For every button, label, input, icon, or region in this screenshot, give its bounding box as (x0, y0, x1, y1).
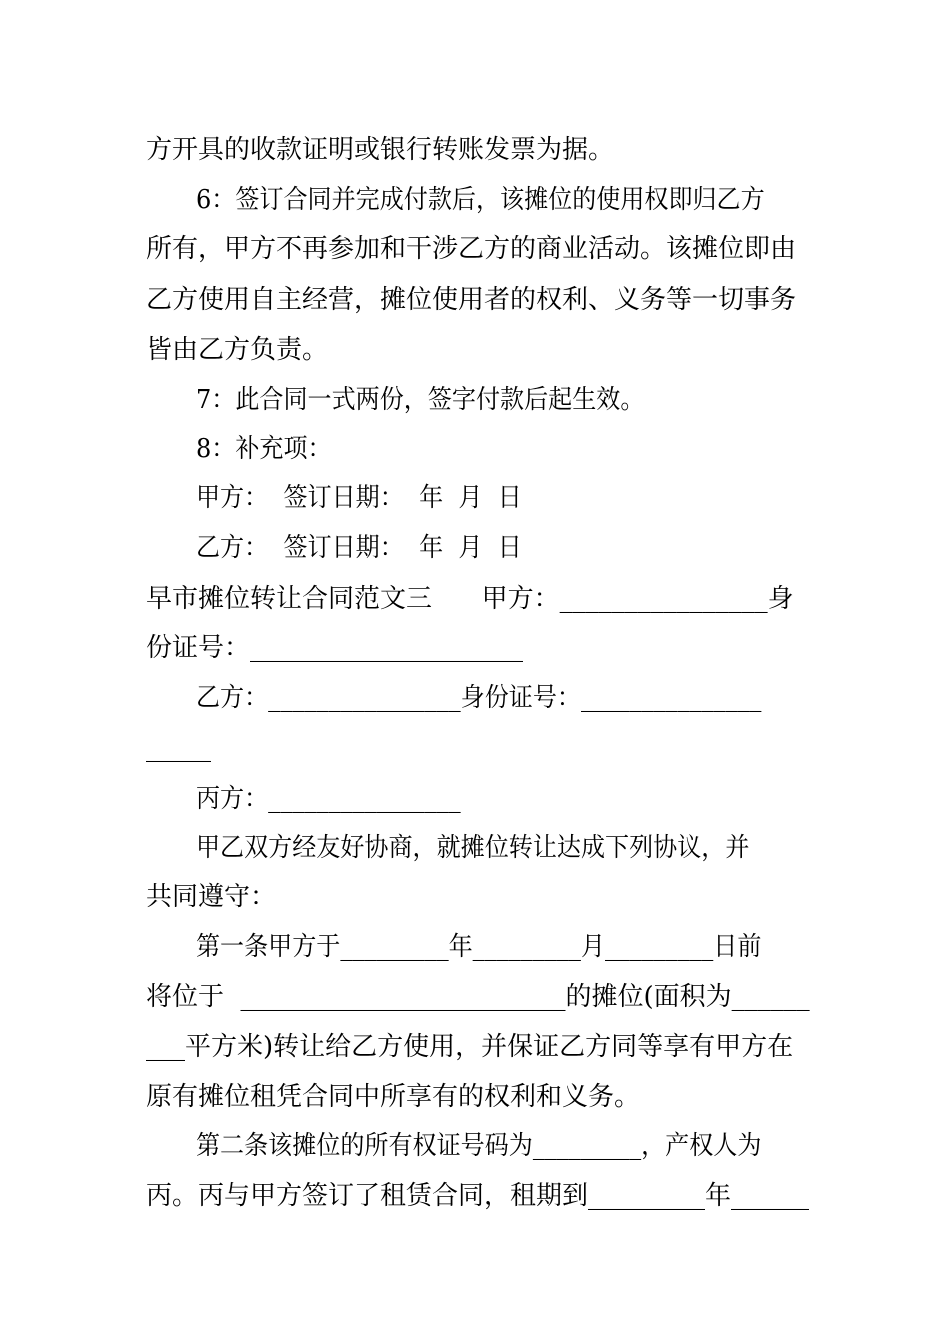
text-line: 份证号：_____________________ (146, 633, 524, 663)
text-line: _____ (146, 733, 211, 763)
text-line: 乙方使用自主经营，摊位使用者的权利、义务等一切事务 (146, 285, 797, 315)
text-line: 8：补充项： (196, 434, 332, 464)
text-line: 丙。丙与甲方签订了租赁合同，租期到_________年______ (146, 1181, 810, 1211)
text-line: 皆由乙方负责。 (146, 335, 329, 365)
text-line: 将位于 _________________________的摊位(面积为______ (146, 982, 810, 1012)
text-line: 原有摊位租凭合同中所享有的权利和义务。 (146, 1082, 641, 1112)
signature-line: 甲方： 签订日期： 年 月 日 (196, 483, 522, 513)
text-line: 方开具的收款证明或银行转账发票为据。 (146, 135, 615, 165)
text-line: 共同遵守： (146, 882, 277, 912)
text-line: 乙方：________________身份证号：_______________ (196, 683, 762, 713)
text-line: 第二条该摊位的所有权证号码为_________，产权人为 (196, 1131, 762, 1161)
section-title: 早市摊位转让合同范文三 甲方：________________身 (146, 584, 794, 614)
text-line: 6：签订合同并完成付款后，该摊位的使用权即归乙方 (196, 185, 765, 215)
text-line: 丙方：________________ (196, 784, 461, 814)
text-line: 所有，甲方不再参加和干涉乙方的商业活动。该摊位即由 (146, 234, 797, 264)
text-line: ___平方米)转让给乙方使用，并保证乙方同等享有甲方在 (146, 1032, 794, 1062)
signature-line: 乙方： 签订日期： 年 月 日 (196, 533, 522, 563)
text-line: 甲乙双方经友好协商，就摊位转让达成下列协议，并 (196, 833, 750, 863)
text-line: 7：此合同一式两份，签字付款后起生效。 (196, 385, 645, 415)
text-line: 第一条甲方于_________年_________月_________日前 (196, 932, 762, 962)
